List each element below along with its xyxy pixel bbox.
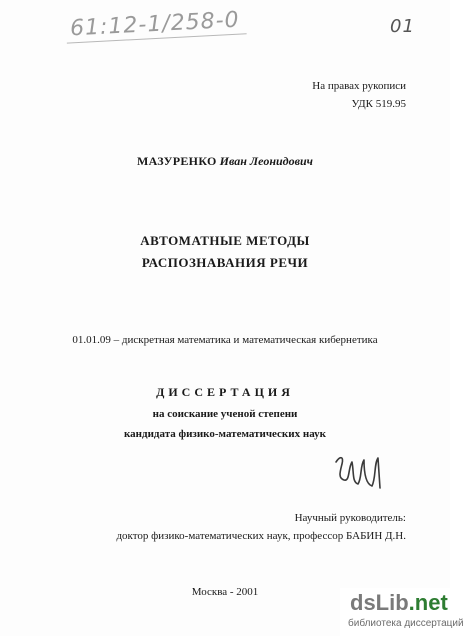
- udk-code: УДК 519.95: [351, 98, 406, 110]
- author-given-names: Иван Леонидович: [219, 154, 313, 168]
- title-line-1: АВТОМАТНЫЕ МЕТОДЫ: [140, 233, 310, 248]
- city-year: Москва - 2001: [191, 586, 259, 598]
- degree-line-1: на соискание ученой степени: [152, 408, 298, 420]
- specialty-code: 01.01.09 – дискретная математика и математическая кибернетика: [72, 334, 378, 346]
- dslib-logo-suffix: .net: [408, 590, 448, 615]
- signature-mark: [330, 448, 390, 498]
- supervisor-name: доктор физико-математических наук, профессор БАБИН Д.Н.: [116, 530, 406, 542]
- dslib-subtitle: библиотека диссертаций: [348, 618, 464, 629]
- dslib-logo: [350, 590, 448, 616]
- corner-mark-handwritten: 01: [390, 16, 415, 37]
- dslib-watermark: [340, 588, 464, 636]
- archive-number-handwritten: 61:12-1/258-0: [69, 7, 241, 42]
- dissertation-heading: ДИССЕРТАЦИЯ: [156, 385, 294, 399]
- supervisor-label: Научный руководитель:: [294, 512, 406, 524]
- degree-line-2: кандидата физико-математических наук: [124, 428, 326, 440]
- author-surname: МАЗУРЕНКО: [137, 154, 217, 168]
- title-line-2: РАСПОЗНАВАНИЯ РЕЧИ: [141, 255, 309, 270]
- author-name: [0, 154, 450, 169]
- rights-notice: На правах рукописи: [312, 80, 406, 92]
- dslib-logo-main: dsLib: [350, 590, 409, 615]
